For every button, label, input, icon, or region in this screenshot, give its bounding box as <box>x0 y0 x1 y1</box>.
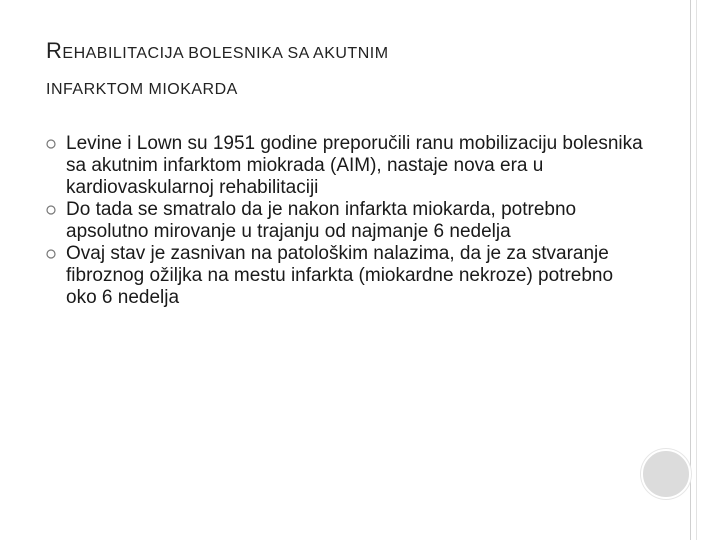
title-line1-rest: EHABILITACIJA BOLESNIKA SA AKUTNIM <box>62 45 389 62</box>
bullet-text: Levine i Lown su 1951 godine preporučili ranu mobilizaciju bolesnika sa akutnim infarktom miokrada (AIM), nastaje nova era u kardiovaskularnoj rehabilitaciji <box>66 133 643 198</box>
bullet-item-3 <box>46 243 646 309</box>
bullet-item-1 <box>46 133 646 199</box>
bullet-text: Do tada se smatralo da je nakon infarkta miokarda, potrebno apsolutno mirovanje u trajanju od najmanje 6 nedelja <box>66 199 577 242</box>
decorative-circle <box>641 449 691 499</box>
slide-title <box>46 40 646 101</box>
frame-line-right <box>690 0 691 540</box>
bullet-item-2 <box>46 199 646 243</box>
hollow-circle-bullet-icon <box>46 139 56 149</box>
title-line2: INFARKTOM MIOKARDA <box>46 81 238 98</box>
bullet-text: Ovaj stav je zasnivan na patološkim nalazima, da je za stvaranje fibroznog ožiljka na mestu infarkta (miokardne nekroze) potrebno oko 6 nedelja <box>66 243 614 308</box>
title-first-letter: R <box>46 38 63 63</box>
bullet-list <box>46 133 646 309</box>
frame-line-right-inner <box>696 0 697 540</box>
hollow-circle-bullet-icon <box>46 249 56 259</box>
hollow-circle-bullet-icon <box>46 205 56 215</box>
